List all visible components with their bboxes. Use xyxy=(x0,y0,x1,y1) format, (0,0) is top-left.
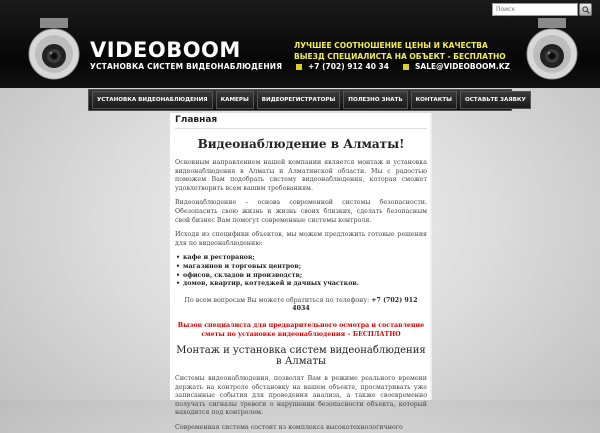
site-logo[interactable]: VIDEOBOOM xyxy=(90,38,241,62)
object-types-list xyxy=(175,254,427,288)
promo-line-2: ВЫЕЗД СПЕЦИАЛИСТА НА ОБЪЕКТ - БЕСПЛАТНО xyxy=(294,52,506,61)
bullet-icon xyxy=(403,64,409,70)
dome-camera-icon xyxy=(526,18,578,80)
bullet-icon xyxy=(296,64,302,70)
free-visit-notice: Вызов специалиста для предварительного осмотра и составление сметы по установке видеонаблюдения – БЕСПЛАТНО xyxy=(177,321,425,338)
page-title: Видеонаблюдение в Алматы! xyxy=(197,137,405,151)
page-breadcrumb: Главная xyxy=(175,113,427,129)
solutions-paragraph: Исходя из специфики объектов, мы можем предложить готовые решения для по видеонаблюдению: xyxy=(175,231,427,247)
header-contacts xyxy=(296,62,510,71)
search-button[interactable] xyxy=(579,3,592,16)
nav-item-request[interactable]: ОСТАВЬТЕ ЗАЯВКУ xyxy=(460,91,531,109)
modern-system-paragraph: Современная система состоит из комплекса высокотехнологичного xyxy=(175,424,403,432)
list-item: • офисов, складов и производств; xyxy=(175,272,427,281)
content-edge xyxy=(430,113,432,400)
list-item: • кафе и ресторанов; xyxy=(175,254,427,263)
nav-item-contacts[interactable]: КОНТАКТЫ xyxy=(411,91,457,109)
header-phone: +7 (702) 912 40 34 xyxy=(308,62,389,71)
promo-line-1: ЛУЧШЕЕ СООТНОШЕНИЕ ЦЕНЫ И КАЧЕСТВА xyxy=(294,41,488,50)
main-nav xyxy=(88,89,526,111)
section-subtitle: Монтаж и установка систем видеонаблюдения в Алматы xyxy=(176,345,426,368)
promo-text xyxy=(294,40,524,62)
nav-item-installation[interactable]: УСТАНОВКА ВИДЕОНАБЛЮДЕНИЯ xyxy=(92,91,213,109)
security-paragraph: Видеонаблюдение – основа современной системы безопасности. Обезопасить свою жизнь и жизнь своих близких, сделать безопасным свой бизнес Вам помогут современные системы контроля. xyxy=(175,199,427,224)
main-content xyxy=(170,113,432,432)
dome-camera-icon xyxy=(28,18,80,80)
list-item: • домов, квартир, коттеджей и дачных участков. xyxy=(175,280,427,289)
systems-paragraph: Системы видеонаблюдения, позволят Вам в режиме реального времени держать на контроле обстановку на вашем объекте, просматривать уже записанные события для проведения анализа, а также своевременно получать сигналы тревоги о нарушении безопасности объекта, который находится под контролем. xyxy=(175,375,427,417)
nav-item-cameras[interactable]: КАМЕРЫ xyxy=(216,91,254,109)
site-header xyxy=(0,0,600,88)
site-tagline: УСТАНОВКА СИСТЕМ ВИДЕОНАБЛЮДЕНИЯ xyxy=(90,62,283,71)
nav-item-useful-info[interactable]: ПОЛЕЗНО ЗНАТЬ xyxy=(343,91,407,109)
list-item: • магазинов и торговых центров; xyxy=(175,263,427,272)
search-input[interactable] xyxy=(492,3,578,16)
intro-paragraph: Основным направлением нашей компании является монтаж и установка видеонаблюдения в Алматы и Алматинской области. Мы с радостью поможем Вам подобрать систему видеонаблюдения, которая сможет удовлетворить всем вашим требованиям. xyxy=(175,159,427,192)
nav-item-recorders[interactable]: ВИДЕОРЕГИСТРАТОРЫ xyxy=(257,91,341,109)
phone-prefix: По всем вопросам Вы можете обратиться по телефону: xyxy=(184,296,370,304)
search-icon xyxy=(582,6,590,14)
content-phone: +7 (702) 912 4034 xyxy=(292,296,418,313)
phone-line xyxy=(175,297,427,314)
header-email[interactable]: SALE@VIDEOBOOM.KZ xyxy=(415,62,510,71)
